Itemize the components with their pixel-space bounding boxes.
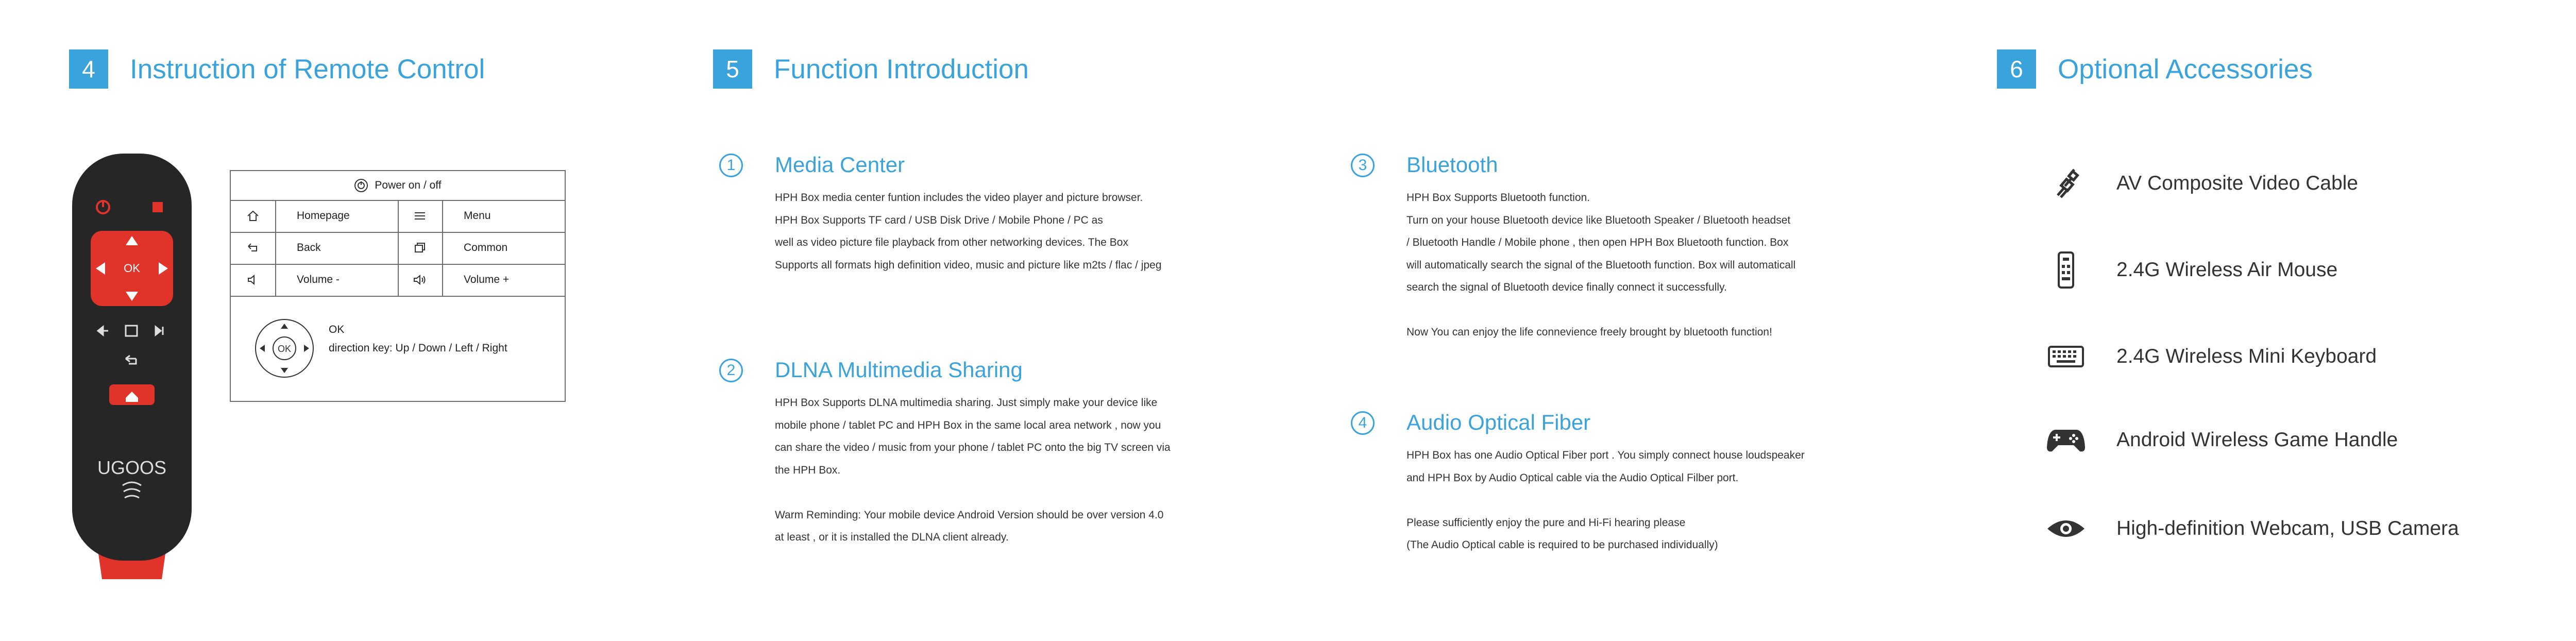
body-line: HPH Box media center funtion includes the video player and picture browser. xyxy=(775,192,1143,204)
feature-body xyxy=(775,392,1171,549)
menu-button-icon xyxy=(152,202,163,212)
home-icon xyxy=(246,209,260,223)
body-line: well as video picture file playback from other networking devices. The Box xyxy=(775,237,1128,248)
body-line: HPH Box has one Audio Optical Fiber port . You simply connect house loudspeaker xyxy=(1406,449,1805,461)
feature-title: Media Center xyxy=(775,153,905,177)
cable-icon xyxy=(2050,165,2081,201)
body-line: Now You can enjoy the life connevience freely brought by bluetooth function! xyxy=(1406,326,1772,338)
remote-control-image xyxy=(72,154,192,579)
section-header-accessories xyxy=(1997,49,2313,89)
brand-logo: UGOOS xyxy=(97,457,167,478)
ok-label: OK xyxy=(329,324,345,335)
accessory-item xyxy=(2045,163,2358,204)
accessory-item xyxy=(2045,249,2337,291)
body-line: HPH Box Supports TF card / USB Disk Drive / Mobile Phone / PC as xyxy=(775,214,1103,226)
section-header-function xyxy=(713,49,1029,89)
accessory-item xyxy=(2045,336,2377,377)
menu-icon xyxy=(413,209,427,223)
volume-up-icon xyxy=(413,273,427,286)
body-line: (The Audio Optical cable is required to be purchased individually) xyxy=(1406,539,1718,551)
body-line: the HPH Box. xyxy=(775,464,841,476)
accessory-label: 2.4G Wireless Air Mouse xyxy=(2116,259,2338,281)
power-icon xyxy=(354,178,368,193)
common-icon xyxy=(413,241,427,255)
body-line: can share the video / music from your phone / tablet PC onto the big TV screen via xyxy=(775,442,1171,453)
section-title: Optional Accessories xyxy=(2058,54,2313,85)
feature-body xyxy=(1406,444,1805,556)
remote-body xyxy=(72,154,192,561)
section-number: 6 xyxy=(1997,49,2036,89)
webcam-icon xyxy=(2046,515,2086,542)
body-line: Please sufficiently enjoy the pure and Hi-Fi hearing please xyxy=(1406,516,1686,529)
menu-label: Menu xyxy=(464,210,491,222)
body-line: and HPH Box by Audio Optical cable via the Audio Optical Filber port. xyxy=(1406,471,1739,484)
feature-number: 2 xyxy=(719,359,743,382)
body-line xyxy=(1406,299,1795,322)
body-line: HPH Box Supports DLNA multimedia sharing. Just simply make your device like xyxy=(775,397,1158,409)
body-line: search the signal of Bluetooth device finally connect it successfully. xyxy=(1406,281,1727,293)
section-number: 4 xyxy=(69,49,108,89)
accessory-label: 2.4G Wireless Mini Keyboard xyxy=(2116,345,2377,367)
accessory-item xyxy=(2045,508,2459,549)
accessory-label: AV Composite Video Cable xyxy=(2116,172,2358,194)
accessory-label: High-definition Webcam, USB Camera xyxy=(2116,517,2459,539)
accessory-item xyxy=(2045,419,2398,461)
power-label: Power on / off xyxy=(375,179,442,191)
body-line: Supports all formats high definition video, music and picture like m2ts / flac / jpeg xyxy=(775,259,1162,271)
table-row xyxy=(231,232,565,265)
feature-number: 4 xyxy=(1351,411,1375,435)
body-line xyxy=(1406,489,1805,512)
feature-title: DLNA Multimedia Sharing xyxy=(775,358,1023,382)
ok-row xyxy=(231,296,565,403)
table-row xyxy=(231,200,565,233)
back-icon xyxy=(246,241,260,255)
ok-description: direction key: Up / Down / Left / Right xyxy=(329,342,507,354)
volume-down-icon xyxy=(246,273,260,286)
feature-number: 3 xyxy=(1351,154,1375,177)
volume-up-label: Volume + xyxy=(464,274,510,285)
back-label: Back xyxy=(297,242,321,254)
body-line: at least , or it is installed the DLNA client already. xyxy=(775,531,1009,543)
feature-body xyxy=(775,187,1162,276)
feature-title: Audio Optical Fiber xyxy=(1406,410,1591,434)
section-title: Instruction of Remote Control xyxy=(130,54,485,85)
feature-number: 1 xyxy=(719,154,743,177)
body-line: Warm Reminding: Your mobile device Android Version should be over version 4.0 xyxy=(775,509,1164,521)
power-row xyxy=(231,171,565,201)
body-line: Turn on your house Bluetooth device like Bluetooth Speaker / Bluetooth headset xyxy=(1406,214,1791,226)
dpad-ok-text: OK xyxy=(277,344,292,354)
body-line: mobile phone / tablet PC and HPH Box in the same local area network , now you xyxy=(775,419,1161,431)
ok-button: OK xyxy=(124,262,140,275)
air-mouse-icon xyxy=(2056,250,2076,290)
section-number: 5 xyxy=(713,49,752,89)
body-line: HPH Box Supports Bluetooth function. xyxy=(1406,192,1590,204)
section-title: Function Introduction xyxy=(774,54,1029,85)
common-label: Common xyxy=(464,242,508,254)
accessory-label: Android Wireless Game Handle xyxy=(2116,429,2398,451)
section-header-remote xyxy=(69,49,485,89)
dpad-icon xyxy=(252,316,316,380)
keyboard-icon xyxy=(2047,345,2084,368)
table-row xyxy=(231,264,565,297)
gamepad-icon xyxy=(2046,427,2086,453)
remote-function-table xyxy=(230,170,566,402)
body-line xyxy=(775,481,1171,504)
feature-body xyxy=(1406,187,1795,344)
body-line: / Bluetooth Handle / Mobile phone , then open HPH Box Bluetooth function. Box xyxy=(1406,237,1789,248)
body-line: will automatically search the signal of the Bluetooth function. Box will automaticall xyxy=(1406,259,1796,271)
homepage-label: Homepage xyxy=(297,210,350,222)
volume-down-label: Volume - xyxy=(297,274,340,285)
feature-title: Bluetooth xyxy=(1406,153,1498,177)
